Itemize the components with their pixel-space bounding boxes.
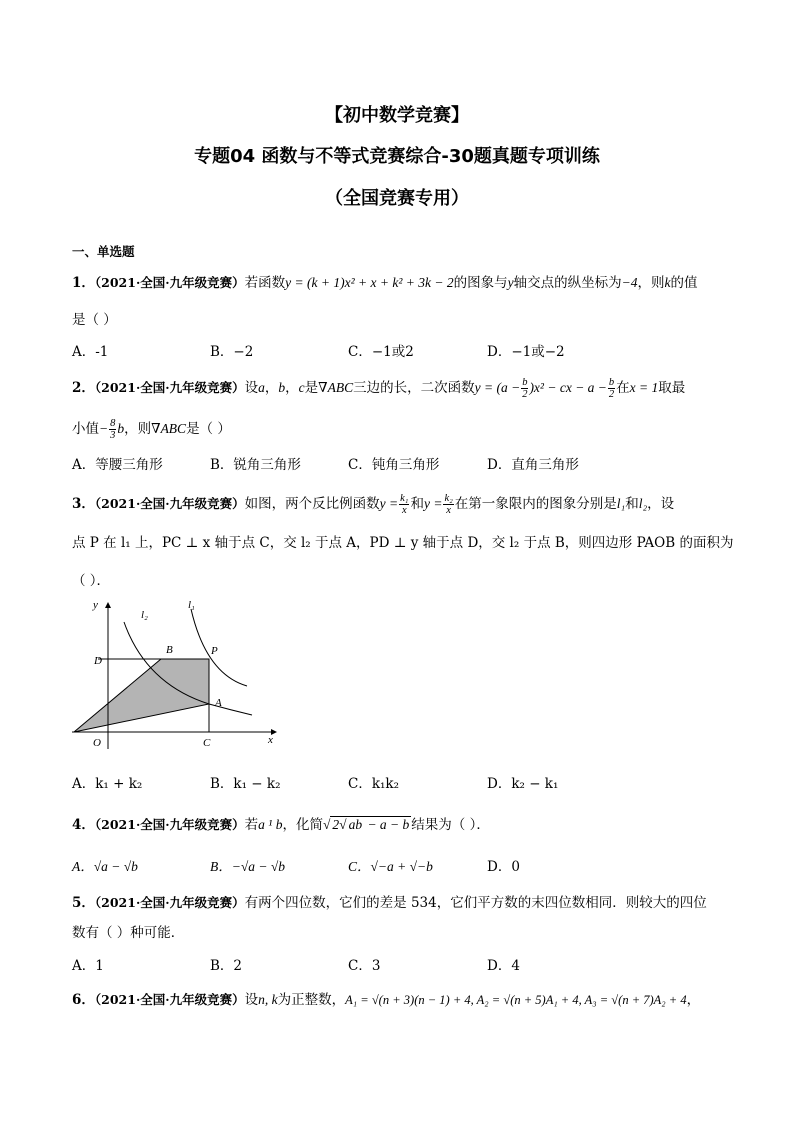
q2-fraction: [521, 377, 528, 400]
fraction-numerator: k₁: [400, 493, 409, 504]
q3-text: 和: [625, 496, 639, 512]
fraction-denominator: x: [401, 505, 407, 516]
q1-text: 若函数: [244, 275, 286, 291]
fig-label-o: O: [93, 737, 101, 749]
fig-label-p: P: [211, 645, 218, 657]
q6-line1: [72, 991, 700, 1009]
fraction-numerator: b: [522, 377, 528, 388]
q5-option-c: C．3: [348, 958, 381, 974]
q2-fraction: [109, 418, 116, 441]
q1-source: （2021·全国·九年级竞赛）: [94, 275, 245, 290]
q5-line2: 数有（ ）种可能．: [72, 925, 185, 941]
q3-source: （2021·全国·九年级竞赛）: [94, 496, 245, 511]
q2-option-c: C．钝角三角形: [348, 457, 440, 473]
q2-expression: −: [99, 421, 109, 436]
q3-text: ，设: [647, 496, 675, 512]
q1-number: 1．: [72, 275, 95, 291]
q2-var: c: [298, 380, 305, 395]
q3-option-b: B．k₁ − k₂: [210, 776, 281, 792]
fig-label-d: D: [94, 655, 102, 667]
q3-expression: y =: [379, 496, 399, 511]
q5-option-b: B．2: [210, 958, 243, 974]
section-heading: 一、单选题: [72, 244, 135, 259]
fraction-denominator: x: [446, 505, 451, 516]
q2-option-d: D．直角三角形: [487, 457, 579, 473]
q1-text: ，则: [637, 275, 665, 291]
q2-text: ，则∇: [124, 421, 161, 437]
fig-label-l2: l₂: [141, 609, 148, 621]
q3-option-a: A．k₁ + k₂: [72, 776, 143, 792]
q3-fraction: [443, 493, 453, 516]
q4-text: ，化简: [282, 817, 323, 833]
q2-var: ABC: [160, 421, 187, 436]
doc-title-line1: 【初中数学竞赛】: [325, 105, 469, 126]
radical-sign: √: [322, 817, 331, 832]
q2-var: ABC: [327, 380, 354, 395]
q2-expression: )x² − cx − a −: [529, 380, 607, 395]
q3-text: 和: [410, 496, 424, 512]
q3-fraction: [399, 493, 409, 516]
q4-option-b: B．−√a − √b: [210, 859, 286, 874]
q2-text: ，: [285, 380, 299, 396]
q3-var: l₁: [616, 496, 626, 511]
fraction-numerator: b: [608, 377, 615, 388]
q2-var: b: [278, 380, 286, 395]
q4-option-a: A．√a − √b: [72, 859, 138, 874]
fraction-numerator: 8: [110, 418, 116, 429]
q2-text: 是（ ）: [186, 421, 231, 437]
q6-text: 为正整数，: [277, 992, 346, 1008]
q2-text: 三边的长，二次函数: [353, 380, 475, 396]
q6-text: 设: [244, 992, 259, 1008]
q2-number: 2．: [72, 380, 95, 396]
q4-expression: a ¹ b: [258, 817, 283, 832]
q3-line3: （ ）．: [72, 573, 111, 589]
q6-source: （2021·全国·九年级竞赛）: [94, 992, 245, 1007]
radicand-part: 2: [332, 817, 340, 832]
q1-var: k: [664, 275, 671, 290]
fig-label-a: A: [215, 697, 222, 709]
q4-option-c: C．√−a + √−b: [348, 859, 433, 874]
q1-text: 的值: [670, 275, 698, 291]
y-axis-arrow: [105, 602, 111, 608]
q6-number: 6．: [72, 992, 95, 1008]
radicand-part: ab: [348, 817, 363, 832]
q1-option-c: C．−1或2: [348, 344, 414, 360]
q1-option-b: B．−2: [210, 344, 254, 360]
q2-fraction: [608, 377, 615, 400]
fraction-denominator: 3: [110, 430, 116, 441]
q1-expression: y = (k + 1)x² + x + k² + 3k − 2: [285, 275, 454, 290]
q6-var: n, k: [258, 992, 278, 1007]
q3-number: 3．: [72, 496, 95, 512]
q3-line1: [72, 493, 674, 516]
fig-label-c: C: [203, 737, 211, 749]
doc-title-line2: 专题04 函数与不等式竞赛综合-30题真题专项训练: [194, 146, 600, 167]
q3-expression: y =: [423, 496, 443, 511]
fig-label-y: y: [93, 599, 98, 611]
q2-text: ，: [264, 380, 279, 396]
q1-option-a: A．-1: [72, 344, 109, 360]
fraction-denominator: 2: [522, 389, 528, 400]
q3-text: 在第一象限内的图象分别是: [454, 496, 617, 512]
q4-line1: [72, 816, 490, 834]
q2-expression: y = (a −: [474, 380, 521, 395]
q5-number: 5．: [72, 895, 95, 911]
q5-source: （2021·全国·九年级竞赛）: [94, 895, 245, 910]
q5-text: 有两个四位数，它们的差是 534，它们平方数的末四位数相同．则较大的四位: [244, 895, 707, 911]
q6-expression: A₁ = √(n + 3)(n − 1) + 4, A₂ = √(n + 5)A₁ + 4, A₃ = √(n + 7)A₂ + 4: [345, 993, 687, 1007]
q2-option-a: A．等腰三角形: [72, 457, 163, 473]
q2-text: 小值: [72, 421, 99, 437]
fig-label-x: x: [268, 734, 273, 746]
q1-text: 的图象与: [453, 275, 508, 291]
q4-text: 若: [244, 817, 259, 833]
fraction-numerator: k₂: [444, 493, 453, 504]
q4-source: （2021·全国·九年级竞赛）: [94, 817, 245, 832]
fig-label-l1: l₁: [188, 599, 195, 611]
q3-line2: 点 P 在 l₁ 上，PC ⊥ x 轴于点 C，交 l₂ 于点 A，PD ⊥ y 轴于点 D，交 l₂ 于点 B，则四边形 PAOB 的面积为: [72, 535, 734, 551]
q2-line2: [72, 418, 231, 441]
radical-sign: √: [339, 817, 347, 832]
q2-text: 在: [616, 380, 630, 396]
q5-option-d: D．4: [487, 958, 520, 974]
q1-line1: [72, 274, 697, 292]
fraction-denominator: 2: [608, 389, 615, 400]
q2-expression: x = 1: [629, 380, 659, 395]
q2-line1: [72, 377, 685, 400]
q2-option-b: B．锐角三角形: [210, 457, 301, 473]
q5-option-a: A．1: [72, 958, 104, 974]
q3-option-c: C．k₁k₂: [348, 776, 400, 792]
q4-radicand: [330, 816, 411, 832]
doc-title-line3: （全国竞赛专用）: [325, 188, 469, 209]
fig-label-b: B: [166, 644, 173, 656]
q4-option-d: D．0: [487, 859, 520, 875]
q3-option-d: D．k₂ − k₁: [487, 776, 559, 792]
q2-text: 是∇: [304, 380, 328, 396]
q4-text: 结果为（ ）．: [411, 817, 490, 833]
q1-value: −4: [621, 275, 638, 290]
q3-figure: [66, 594, 286, 754]
q1-line2: 是（ ）: [72, 312, 117, 328]
q2-var: b: [117, 421, 125, 436]
q4-number: 4．: [72, 817, 95, 833]
q1-option-d: D．−1或−2: [487, 344, 565, 360]
q2-var: a: [258, 380, 265, 395]
q6-text: ，: [686, 992, 701, 1008]
q1-var: y: [507, 275, 514, 290]
q1-text: 轴交点的纵坐标为: [513, 275, 622, 291]
q3-var: l₂: [638, 496, 648, 511]
q3-text: 如图，两个反比例函数: [244, 496, 380, 512]
q2-text: 设: [244, 380, 259, 396]
radicand-part: − a − b: [364, 817, 410, 832]
q2-source: （2021·全国·九年级竞赛）: [94, 380, 245, 395]
q2-text: 取最: [658, 380, 686, 396]
q5-line1: [72, 894, 707, 912]
